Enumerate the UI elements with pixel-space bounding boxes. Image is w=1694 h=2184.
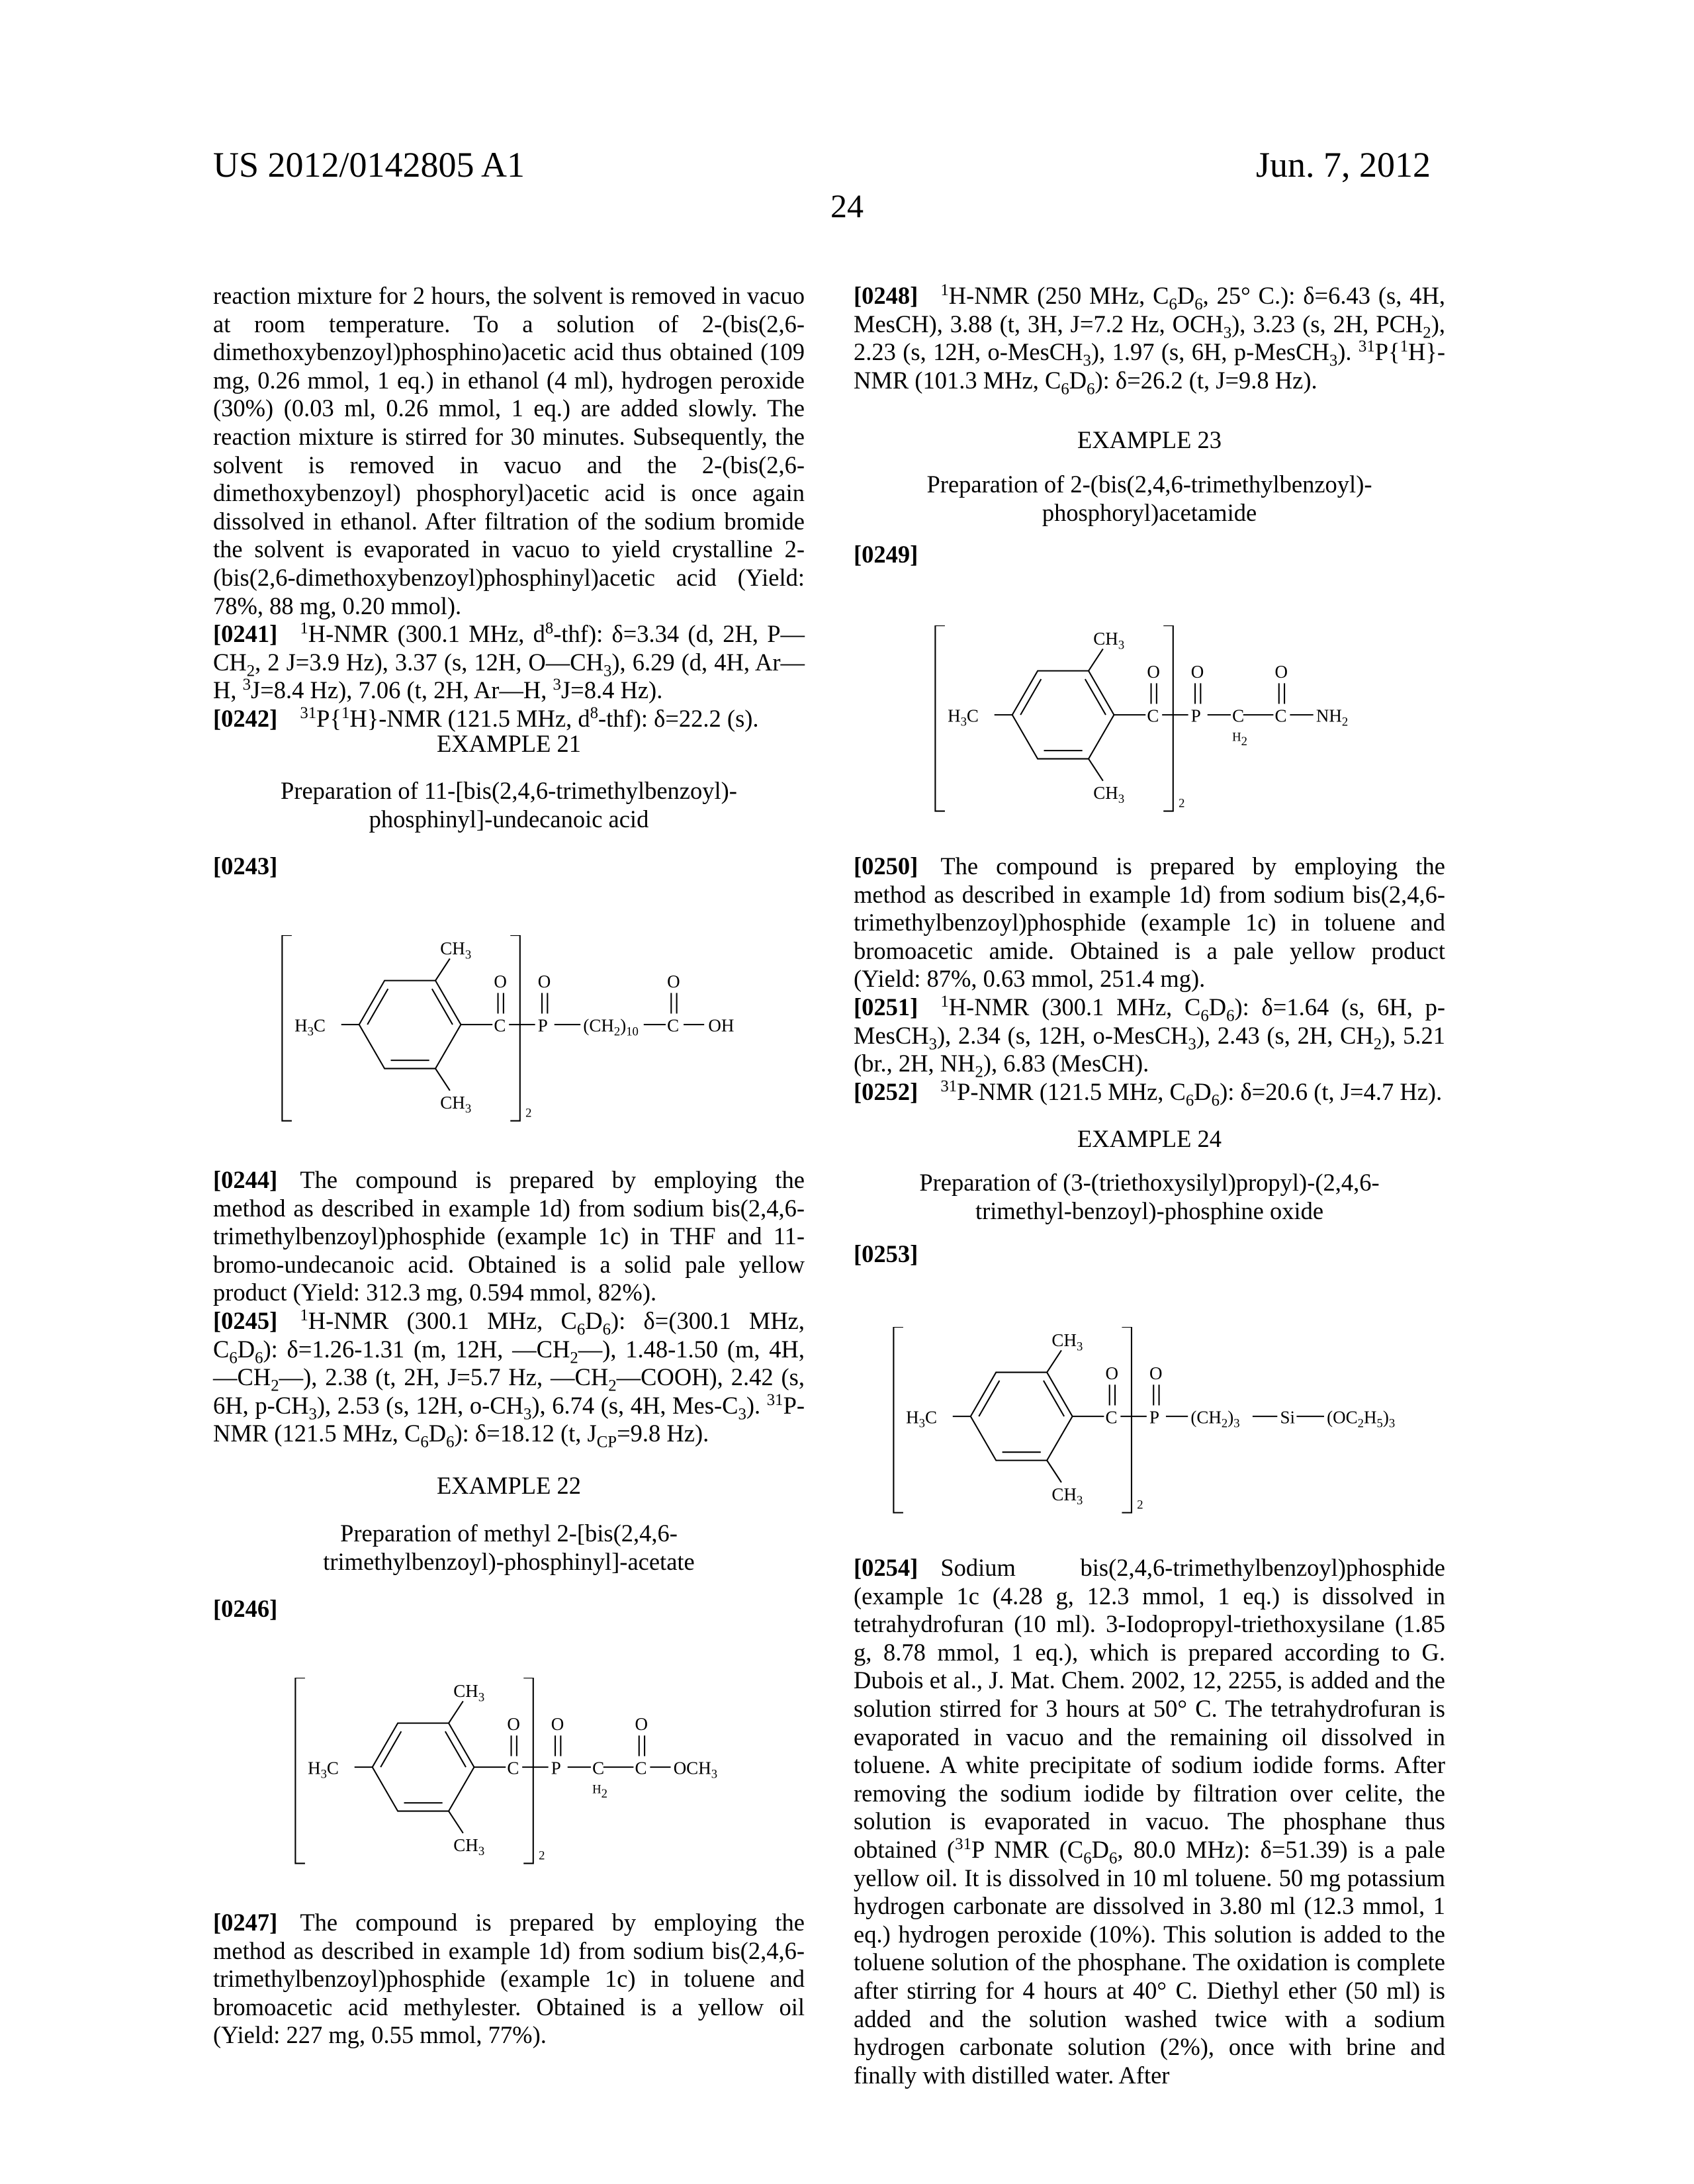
- silicon-label: Si: [1280, 1408, 1295, 1428]
- subscript: 6: [229, 1349, 237, 1367]
- paragraph-0241: [213, 620, 805, 705]
- paragraph-text: The compound is prepared by employing the method as described in example 1d) from sodium bis(2,4,6-trimethylbenzoyl)phosphide (example 1c) in toluene and bromoacetic amide. Obtained is a pale yellow product (Yield: 87%, 0.63 mmol, 251.4 mg).: [854, 852, 1445, 992]
- carbonyl-carbon-label: C: [1147, 706, 1159, 726]
- chemical-structure-example-23: [928, 625, 1478, 818]
- bracket-multiplier: 2: [1137, 1498, 1143, 1512]
- paragraph-0244: [213, 1166, 805, 1307]
- subscript: 2: [608, 1377, 616, 1394]
- subscript: 6: [446, 1433, 454, 1451]
- phosphorus-label: P: [1149, 1408, 1159, 1428]
- superscript: 1: [300, 1306, 308, 1324]
- carbonyl-carbon-label: C: [494, 1016, 506, 1036]
- superscript: 8: [545, 619, 553, 637]
- acid-carbon-label: C: [667, 1016, 679, 1036]
- subscript: 6: [1186, 1091, 1194, 1109]
- subscript: 3: [1329, 351, 1337, 369]
- ortho-methyl-bottom-label: CH3: [1093, 783, 1124, 806]
- example-23-title: Preparation of 2-(bis(2,4,6-trimethylbenzoyl)-phosphoryl)acetamide: [854, 471, 1445, 527]
- phosphorus-label: P: [538, 1016, 548, 1036]
- subscript: 3: [523, 1405, 531, 1423]
- subscript: 2: [1423, 324, 1431, 341]
- carbonyl-oxygen-label: O: [1147, 662, 1160, 682]
- paragraph-0252: [854, 1078, 1445, 1107]
- subscript: 6: [577, 1320, 585, 1338]
- paragraph-number: [0248]: [854, 282, 918, 309]
- example-22-heading: EXAMPLE 22: [213, 1472, 805, 1500]
- superscript: 3: [553, 676, 561, 694]
- ortho-methyl-bottom-label: CH3: [1051, 1484, 1083, 1508]
- paragraph-group-0240-0242: [213, 282, 805, 733]
- chemical-structure-example-24: [887, 1327, 1464, 1520]
- methylene-carbon-label: C: [1232, 706, 1244, 726]
- subscript: 6: [1109, 1849, 1117, 1867]
- subscript: 6: [1226, 1007, 1234, 1024]
- paragraph-number-0246: [0246]: [213, 1595, 277, 1622]
- paragraph-number-0253: [0253]: [854, 1240, 918, 1267]
- superscript: 1: [940, 993, 948, 1011]
- subscript: 2: [1374, 1035, 1382, 1053]
- phosphoryl-oxygen-label: O: [538, 972, 551, 991]
- paragraph-group-0250-0252: [854, 852, 1445, 1106]
- paragraph-group-0244-0245: [213, 1166, 805, 1448]
- subscript: 6: [1061, 380, 1069, 398]
- phosphoryl-oxygen-label: O: [1191, 662, 1204, 682]
- ester-oxygen-label: O: [635, 1714, 648, 1734]
- paragraph-number: [0242]: [213, 705, 277, 732]
- paragraph-text: 31P-NMR (121.5 MHz, C6D6): δ=20.6 (t, J=4.7 Hz).: [940, 1078, 1442, 1105]
- superscript: 31: [940, 1077, 957, 1095]
- phosphorus-label: P: [551, 1758, 561, 1778]
- superscript: 1: [300, 619, 308, 637]
- paragraph-text: Sodium bis(2,4,6-trimethylbenzoyl)phosphide (example 1c (4.28 g, 12.3 mmol, 1 eq.) is dissolved in tetrahydrofuran (10 ml). 3-Iodopropyl-triethoxysilane (1.85 g, 8.78 mmol, 1 eq.), which is prepared according to G. Dubois et al., J. Mat. Chem. 2002, 12, 2255, is added and the solution stirred for 3 hours at 50° C. The tetrahydrofuran is evaporated in vacuo and the remaining oil dissolved in toluene. A white precipitate of sodium iodide forms. After removing the sodium iodide by filtration over celite, the solution is evaporated in vacuo. The phosphane thus obtained (31P NMR (C6D6, 80.0 MHz): δ=51.39) is a pale yellow oil. It is dissolved in 10 ml toluene. 50 mg potassium hydrogen carbonate are dissolved in 3.80 ml (12.3 mmol, 1 eq.) hydrogen peroxide (10%). This solution is added to the toluene solution of the phosphane. The oxidation is complete after stirring for 4 hours at 40° C. Diethyl ether (50 ml) is added and the solution washed twice with a sodium hydrogen carbonate solution (2%), once with brine and finally with distilled water. After: [854, 1554, 1445, 2089]
- carbonyl-carbon-label: C: [507, 1758, 519, 1778]
- paragraph-0242: [213, 705, 805, 733]
- carbonyl-carbon-label: C: [1105, 1408, 1117, 1428]
- paragraph-number: [0247]: [213, 1909, 277, 1936]
- triethoxy-label: (OC2H5)3: [1327, 1408, 1395, 1431]
- bracket-multiplier: 2: [539, 1848, 545, 1862]
- methylene-hydrogen-label: H2: [1232, 731, 1247, 749]
- paragraph-number: [0250]: [854, 852, 918, 880]
- subscript: 6: [603, 1320, 611, 1338]
- acid-oxygen-label: O: [667, 972, 680, 991]
- superscript: 8: [590, 704, 598, 722]
- paragraph-number: [0251]: [854, 993, 918, 1021]
- paragraph-number: [0244]: [213, 1166, 277, 1193]
- page-number: 24: [0, 187, 1694, 225]
- superscript: 31: [767, 1391, 783, 1409]
- paragraph-number-0243: [0243]: [213, 852, 277, 880]
- paragraph-0250: [854, 852, 1445, 993]
- subscript: 6: [1212, 1091, 1220, 1109]
- carbonyl-oxygen-label: O: [507, 1714, 520, 1734]
- patent-number: US 2012/0142805 A1: [213, 144, 525, 185]
- paragraph-0248: [854, 282, 1445, 394]
- example-24-heading: EXAMPLE 24: [854, 1125, 1445, 1154]
- paragraph-0254: [854, 1554, 1445, 2089]
- subscript: 6: [1200, 1007, 1208, 1024]
- ortho-methyl-bottom-label: CH3: [453, 1835, 484, 1858]
- methoxy-label: OCH3: [674, 1758, 717, 1782]
- publication-date: Jun. 7, 2012: [1256, 144, 1431, 185]
- ortho-methyl-top-label: CH3: [1093, 629, 1124, 652]
- paragraph-number: [0245]: [213, 1307, 277, 1334]
- paragraph-number: [0241]: [213, 620, 277, 647]
- superscript: 1: [1400, 338, 1408, 355]
- example-23-heading: EXAMPLE 23: [854, 426, 1445, 455]
- alkyl-chain-label: (CH2)10: [583, 1016, 639, 1039]
- methyl-label: H3C: [948, 706, 979, 729]
- subscript: 3: [1188, 1035, 1196, 1053]
- subscript: 3: [1083, 351, 1091, 369]
- chemical-structure-example-22: [289, 1678, 838, 1870]
- methylene-hydrogen-label: H2: [592, 1783, 607, 1801]
- paragraph-number: [0254]: [854, 1554, 918, 1581]
- ortho-methyl-top-label: CH3: [440, 938, 471, 962]
- superscript: 1: [940, 281, 948, 299]
- chemical-structure-example-21: [275, 935, 825, 1128]
- paragraph-continuation: reaction mixture for 2 hours, the solvent is removed in vacuo at room temperature. To a solution of 2-(bis(2,6-dimethoxybenzoyl)phosphino)acetic acid thus obtained (109 mg, 0.26 mmol, 1 eq.) in ethanol (4 ml), hydrogen peroxide (30%) (0.03 ml, 0.26 mmol, 1 eq.) are added slowly. The reaction mixture is stirred for 30 minutes. Subsequently, the solvent is removed in vacuo and the 2-(bis(2,6-dimethoxybenzoyl) phosphoryl)acetic acid is once again dissolved in ethanol. After filtration of the sodium bromide the solvent is evaporated in vacuo to yield crystalline 2-(bis(2,6-dimethoxybenzoyl)phosphinyl)acetic acid (Yield: 78%, 88 mg, 0.20 mmol).: [213, 282, 805, 620]
- hydroxyl-label: OH: [708, 1016, 734, 1036]
- subscript: 6: [1087, 380, 1094, 398]
- paragraph-0251: [854, 993, 1445, 1078]
- ortho-methyl-top-label: CH3: [1051, 1330, 1083, 1353]
- amide-oxygen-label: O: [1275, 662, 1288, 682]
- paragraph-number-0249: [0249]: [854, 541, 918, 568]
- carbonyl-oxygen-label: O: [1105, 1363, 1118, 1383]
- subscript: 3: [929, 1035, 937, 1053]
- amide-carbon-label: C: [1275, 706, 1287, 726]
- subscript: 2: [570, 1349, 578, 1367]
- methyl-label: H3C: [294, 1016, 326, 1039]
- phosphorus-label: P: [1191, 706, 1201, 726]
- subscript: 2: [975, 1063, 983, 1081]
- subscript: 3: [603, 662, 611, 680]
- example-21-heading: EXAMPLE 21: [213, 730, 805, 758]
- subscript: 6: [1194, 295, 1202, 313]
- example-21-title: Preparation of 11-[bis(2,4,6-trimethylbenzoyl)-phosphinyl]-undecanoic acid: [213, 777, 805, 833]
- subscript: 6: [255, 1349, 263, 1367]
- subscript: 2: [271, 1377, 279, 1394]
- superscript: 3: [243, 676, 251, 694]
- methyl-label: H3C: [308, 1758, 339, 1782]
- example-24-title: Preparation of (3-(triethoxysilyl)propyl)-(2,4,6-trimethyl-benzoyl)-phosphine oxide: [854, 1169, 1445, 1225]
- paragraph-text: The compound is prepared by employing the method as described in example 1d) from sodium bis(2,4,6-trimethylbenzoyl)phosphide (example 1c) in toluene and bromoacetic acid methylester. Obtained is a yellow oil (Yield: 227 mg, 0.55 mmol, 77%).: [213, 1909, 805, 2048]
- subscript: 6: [1083, 1849, 1091, 1867]
- phosphoryl-oxygen-label: O: [551, 1714, 564, 1734]
- superscript: 31: [955, 1835, 971, 1853]
- subscript: 3: [738, 1405, 746, 1423]
- methylene-carbon-label: C: [592, 1758, 604, 1778]
- paragraph-0247: [213, 1909, 805, 2050]
- subscript: CP: [597, 1433, 617, 1451]
- subscript: 3: [308, 1405, 316, 1423]
- ortho-methyl-top-label: CH3: [453, 1681, 484, 1704]
- paragraph-number: [0252]: [854, 1078, 918, 1105]
- bracket-multiplier: 2: [1179, 796, 1184, 810]
- subscript: 3: [1224, 324, 1231, 341]
- carbonyl-oxygen-label: O: [494, 972, 507, 991]
- ester-carbon-label: C: [635, 1758, 647, 1778]
- superscript: 31: [300, 704, 316, 722]
- paragraph-text: 1H-NMR (300.1 MHz, d8-thf): δ=3.34 (d, 2H, P—CH2, 2 J=3.9 Hz), 3.37 (s, 12H, O—CH3), 6.29 (d, 4H, Ar—H, 3J=8.4 Hz), 7.06 (t, 2H, Ar—H, 3J=8.4 Hz).: [213, 620, 805, 704]
- example-22-title: Preparation of methyl 2-[bis(2,4,6-trimethylbenzoyl)-phosphinyl]-acetate: [213, 1520, 805, 1576]
- amine-label: NH2: [1316, 706, 1348, 729]
- paragraph-0245: [213, 1307, 805, 1448]
- subscript: 2: [247, 662, 255, 680]
- ortho-methyl-bottom-label: CH3: [440, 1093, 471, 1116]
- paragraph-text: 31P{1H}-NMR (121.5 MHz, d8-thf): δ=22.2 (s).: [300, 705, 758, 732]
- paragraph-text: 1H-NMR (300.1 MHz, C6D6): δ=1.64 (s, 6H, p-MesCH3), 2.34 (s, 12H, o-MesCH3), 2.43 (s, 2H, CH2), 5.21 (br., 2H, NH2), 6.83 (MesCH).: [854, 993, 1445, 1077]
- propyl-chain-label: (CH2)3: [1190, 1408, 1239, 1431]
- superscript: 1: [341, 704, 349, 722]
- phosphoryl-oxygen-label: O: [1149, 1363, 1163, 1383]
- bracket-multiplier: 2: [525, 1106, 531, 1120]
- superscript: 31: [1359, 338, 1375, 355]
- subscript: 6: [1169, 295, 1177, 313]
- paragraph-text: 1H-NMR (250 MHz, C6D6, 25° C.): δ=6.43 (s, 4H, MesCH), 3.88 (t, 3H, J=7.2 Hz, OCH3), 3.23 (s, 2H, PCH2), 2.23 (s, 12H, o-MesCH3), 1.97 (s, 6H, p-MesCH3). 31P{1H}-NMR (101.3 MHz, C6D6): δ=26.2 (t, J=9.8 Hz).: [854, 282, 1445, 394]
- methyl-label: H3C: [906, 1408, 937, 1431]
- subscript: 6: [420, 1433, 428, 1451]
- paragraph-text: 1H-NMR (300.1 MHz, C6D6): δ=(300.1 MHz, C6D6): δ=1.26-1.31 (m, 12H, —CH2—), 1.48-1.50 (m, 4H, —CH2—), 2.38 (t, 2H, J=5.7 Hz, —CH2—COOH), 2.42 (s, 6H, p-CH3), 2.53 (s, 12H, o-CH3), 6.74 (s, 4H, Mes-C3). 31P-NMR (121.5 MHz, C6D6): δ=18.12 (t, JCP=9.8 Hz).: [213, 1307, 805, 1447]
- paragraph-text: The compound is prepared by employing the method as described in example 1d) from sodium bis(2,4,6-trimethylbenzoyl)phosphide (example 1c) in THF and 11-bromo-undecanoic acid. Obtained is a solid pale yellow product (Yield: 312.3 mg, 0.594 mmol, 82%).: [213, 1166, 805, 1306]
